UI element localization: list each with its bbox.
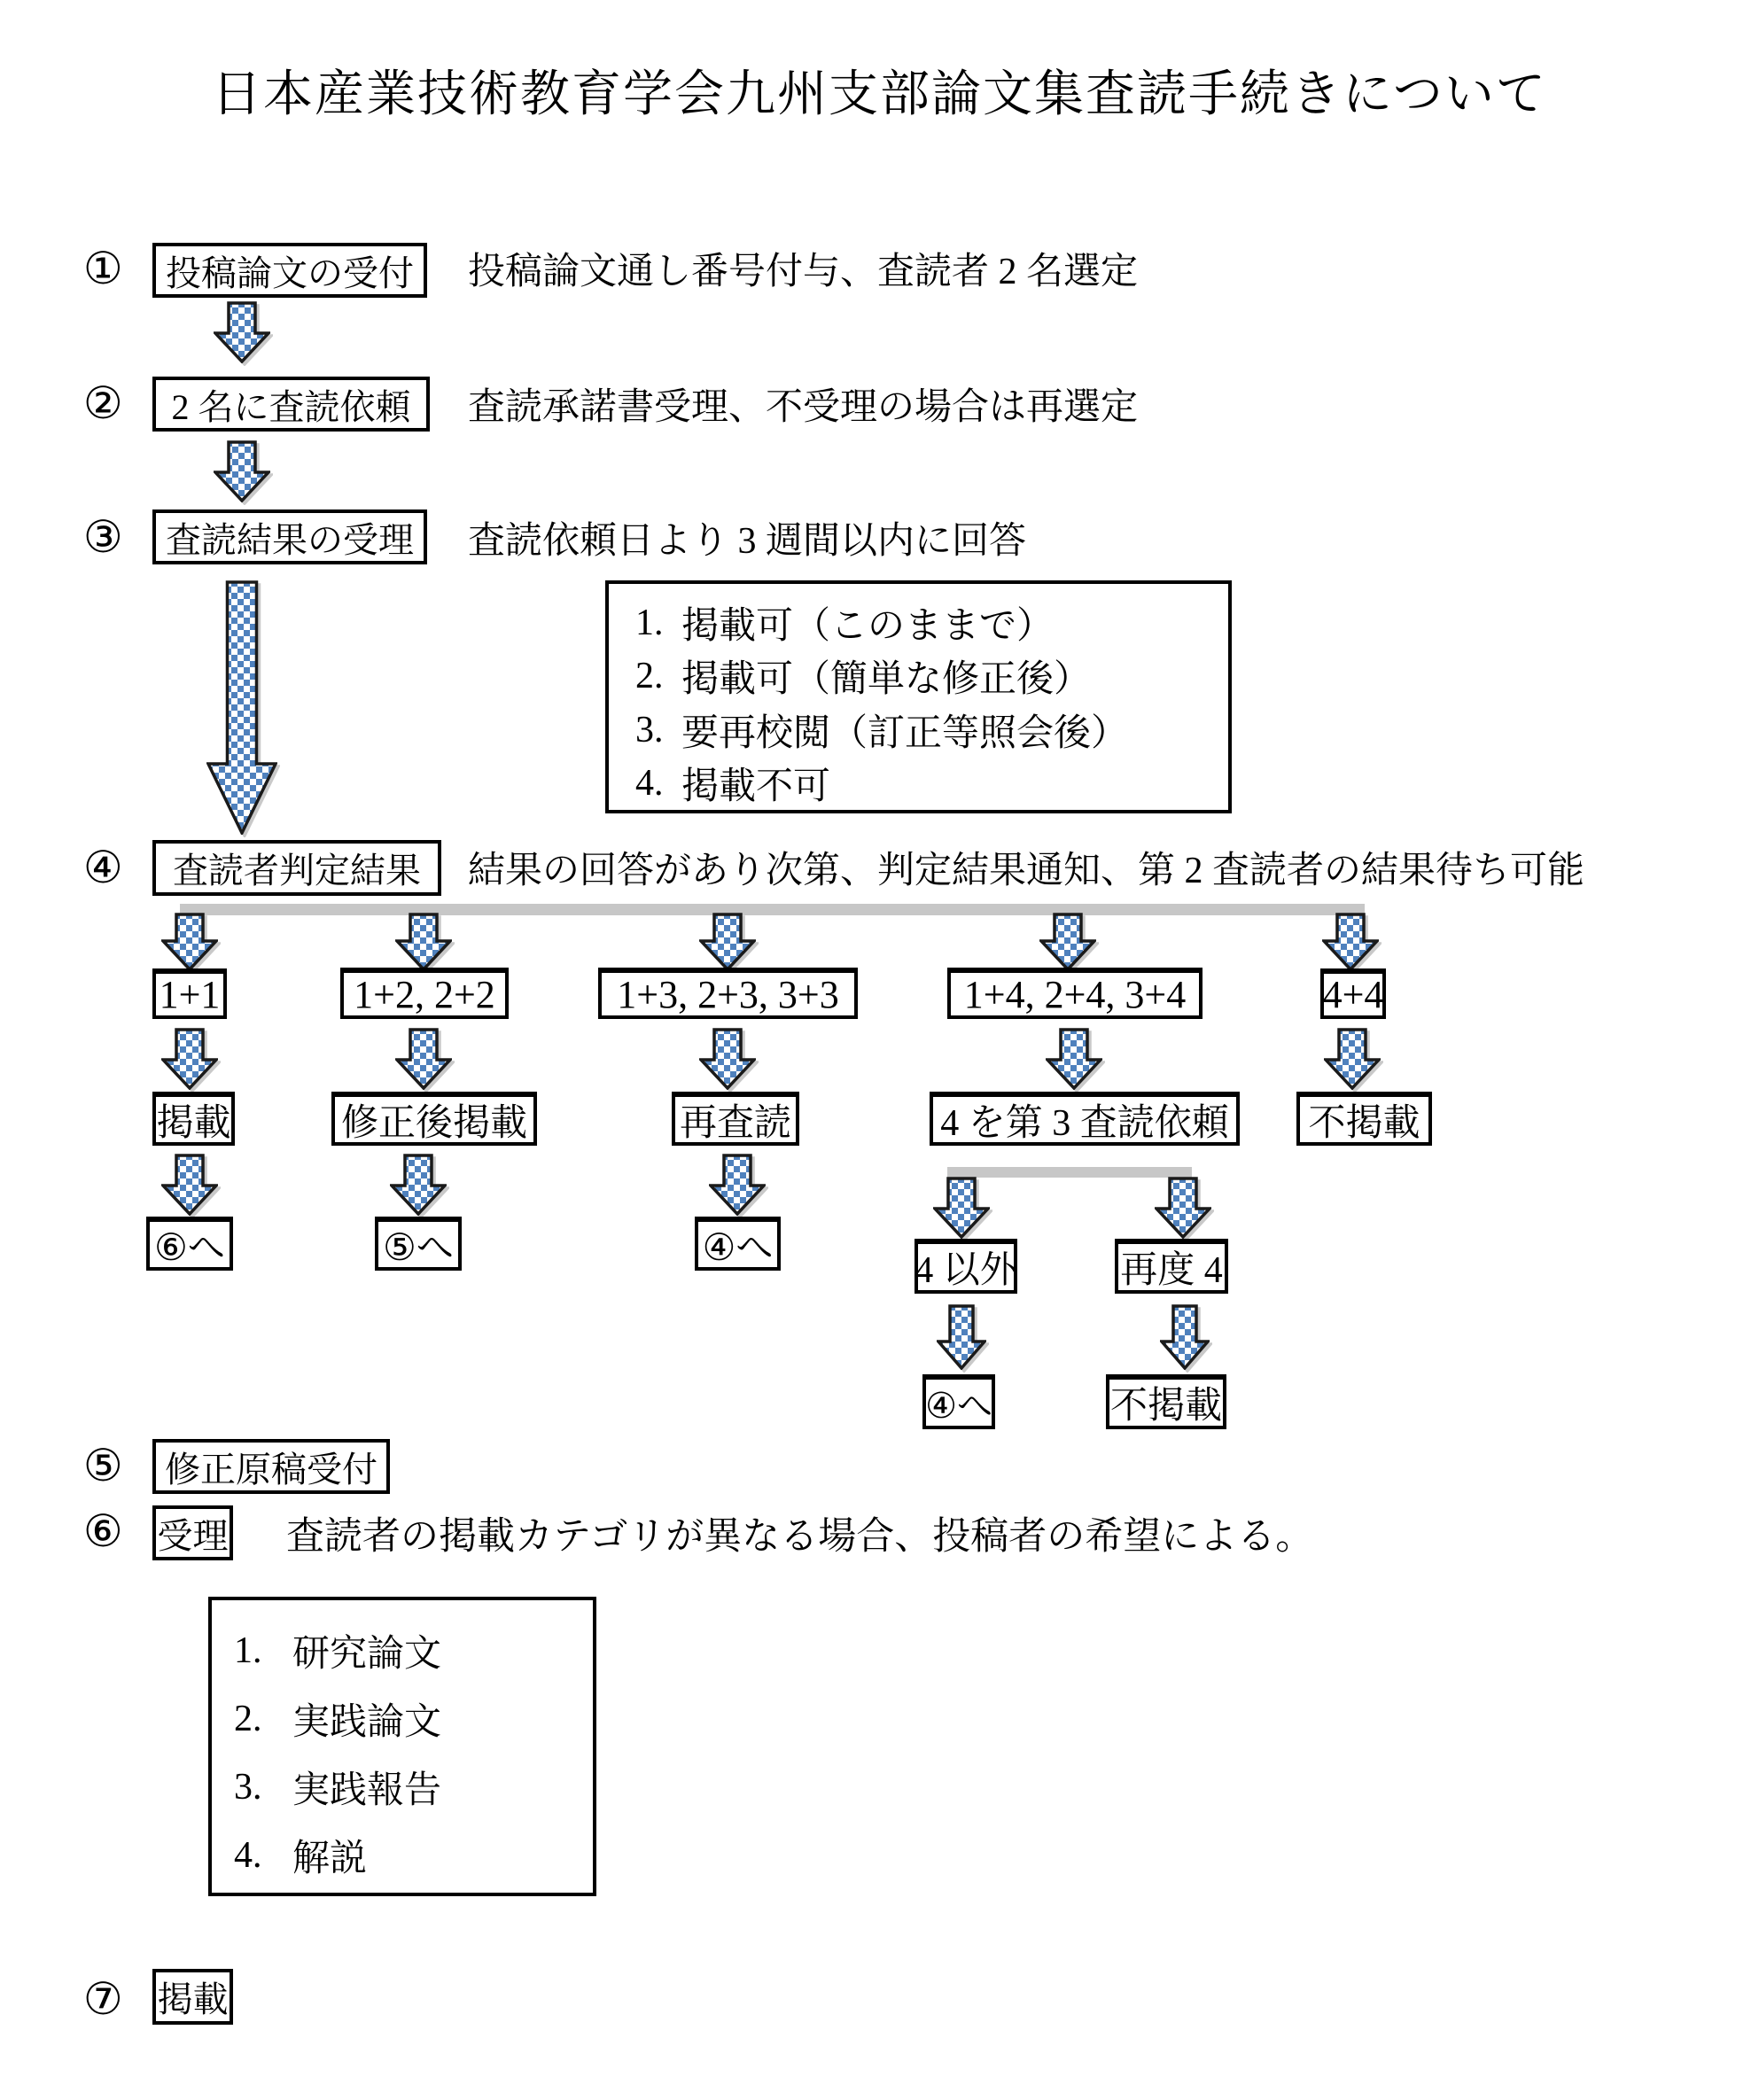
- legend-item-number: 4.: [234, 1834, 262, 1876]
- down-arrow-icon: [161, 1028, 218, 1090]
- step7-number: ⑦: [83, 1974, 123, 2024]
- step1-note: 投稿論文通し番号付与、査読者 2 名選定: [468, 252, 1139, 292]
- step3-box: 査読結果の受理: [152, 509, 427, 564]
- down-arrow-icon: [390, 1154, 447, 1216]
- down-arrow-icon: [699, 913, 756, 971]
- down-arrow-icon: [214, 301, 270, 363]
- sub-case-box-2: 再度 4: [1115, 1239, 1228, 1294]
- legend-item: [234, 1616, 593, 1684]
- branch-connector-bar: [180, 904, 1365, 915]
- down-arrow-icon: [1324, 1028, 1381, 1090]
- legend-item-number: 1.: [234, 1629, 262, 1671]
- goto-box-2: ⑤へ: [375, 1217, 462, 1271]
- down-arrow-icon: [1039, 913, 1096, 971]
- down-arrow-icon: [395, 913, 452, 971]
- legend-item: [635, 704, 1228, 757]
- legend-item-label: 実践論文: [292, 1701, 442, 1743]
- sub-goto-box-2: 不掲載: [1106, 1374, 1226, 1429]
- step6-box: 受理: [152, 1505, 233, 1560]
- outcome-box-4: 4 を第 3 査読依頼: [930, 1092, 1240, 1146]
- goto-box-1: ⑥へ: [146, 1217, 233, 1271]
- sub-goto-box-1: ④へ: [922, 1374, 995, 1429]
- legend-item-number: 3.: [635, 709, 664, 751]
- combo-box-3: 1+3, 2+3, 3+3: [598, 968, 858, 1019]
- down-arrow-icon: [161, 913, 218, 971]
- legend-item-label: 掲載不可: [681, 766, 831, 807]
- legend-item: [635, 649, 1228, 703]
- down-arrow-icon: [161, 1154, 218, 1216]
- legend-item-label: 掲載可（簡単な修正後）: [681, 659, 1092, 701]
- down-arrow-icon: [1046, 1028, 1102, 1090]
- step7-box: 掲載: [152, 1969, 233, 2025]
- step5-number: ⑤: [83, 1441, 123, 1490]
- legend-item-label: 解説: [292, 1838, 368, 1879]
- down-arrow-icon: [1160, 1304, 1210, 1370]
- step6-note: 査読者の掲載カテゴリが異なる場合、投稿者の希望による。: [286, 1516, 1314, 1558]
- legend-item-number: 3.: [234, 1766, 262, 1808]
- step2-number: ②: [83, 378, 123, 428]
- review-result-legend-box: [605, 580, 1232, 813]
- long-down-arrow-icon: [206, 580, 277, 835]
- legend-item-number: 2.: [635, 656, 664, 697]
- step4-number: ④: [83, 843, 123, 892]
- combo-box-4: 1+4, 2+4, 3+4: [947, 968, 1203, 1019]
- down-arrow-icon: [1322, 913, 1379, 971]
- legend-item: [635, 596, 1228, 649]
- legend-item-label: 掲載可（このままで）: [681, 606, 1055, 648]
- legend-item-label: 要再校閲（訂正等照会後）: [681, 712, 1129, 754]
- down-arrow-icon: [1155, 1177, 1211, 1239]
- legend-item-label: 実践報告: [292, 1769, 442, 1811]
- step2-box: 2 名に査読依頼: [152, 377, 430, 432]
- outcome-box-1: 掲載: [152, 1092, 235, 1146]
- step4-box: 査読者判定結果: [152, 840, 441, 896]
- outcome-box-3: 再査読: [672, 1092, 799, 1146]
- legend-item: [234, 1753, 593, 1821]
- legend-item: [635, 757, 1228, 810]
- down-arrow-icon: [933, 1177, 990, 1239]
- legend-item-number: 2.: [234, 1698, 262, 1739]
- legend-item-number: 1.: [635, 603, 664, 644]
- legend-item: [234, 1684, 593, 1753]
- down-arrow-icon: [699, 1028, 756, 1090]
- outcome-box-2: 修正後掲載: [331, 1092, 537, 1146]
- down-arrow-icon: [214, 440, 270, 502]
- down-arrow-icon: [395, 1028, 452, 1090]
- step1-number: ①: [83, 244, 123, 293]
- step3-note: 査読依頼日より 3 週間以内に回答: [468, 521, 1027, 562]
- step4-note: 結果の回答があり次第、判定結果通知、第 2 査読者の結果待ち可能: [468, 851, 1585, 891]
- category-legend-box: [208, 1597, 596, 1896]
- step1-box: 投稿論文の受付: [152, 243, 427, 298]
- step3-number: ③: [83, 512, 123, 562]
- page-title: 日本産業技術教育学会九州支部論文集査読手続きについて: [212, 67, 1547, 122]
- legend-item: [234, 1821, 593, 1889]
- outcome-box-5: 不掲載: [1296, 1092, 1432, 1146]
- step5-box: 修正原稿受付: [152, 1439, 390, 1494]
- combo-box-2: 1+2, 2+2: [340, 968, 509, 1019]
- step6-number: ⑥: [83, 1506, 123, 1556]
- down-arrow-icon: [937, 1304, 986, 1370]
- down-arrow-icon: [709, 1154, 766, 1216]
- step2-note: 査読承諾書受理、不受理の場合は再選定: [468, 387, 1139, 428]
- goto-box-3: ④へ: [695, 1217, 781, 1271]
- legend-item-number: 4.: [635, 762, 664, 804]
- legend-item-label: 研究論文: [292, 1633, 442, 1675]
- combo-box-1: 1+1: [152, 968, 227, 1019]
- sub-case-box-1: 4 以外: [915, 1239, 1017, 1294]
- combo-box-5: 4+4: [1320, 968, 1386, 1019]
